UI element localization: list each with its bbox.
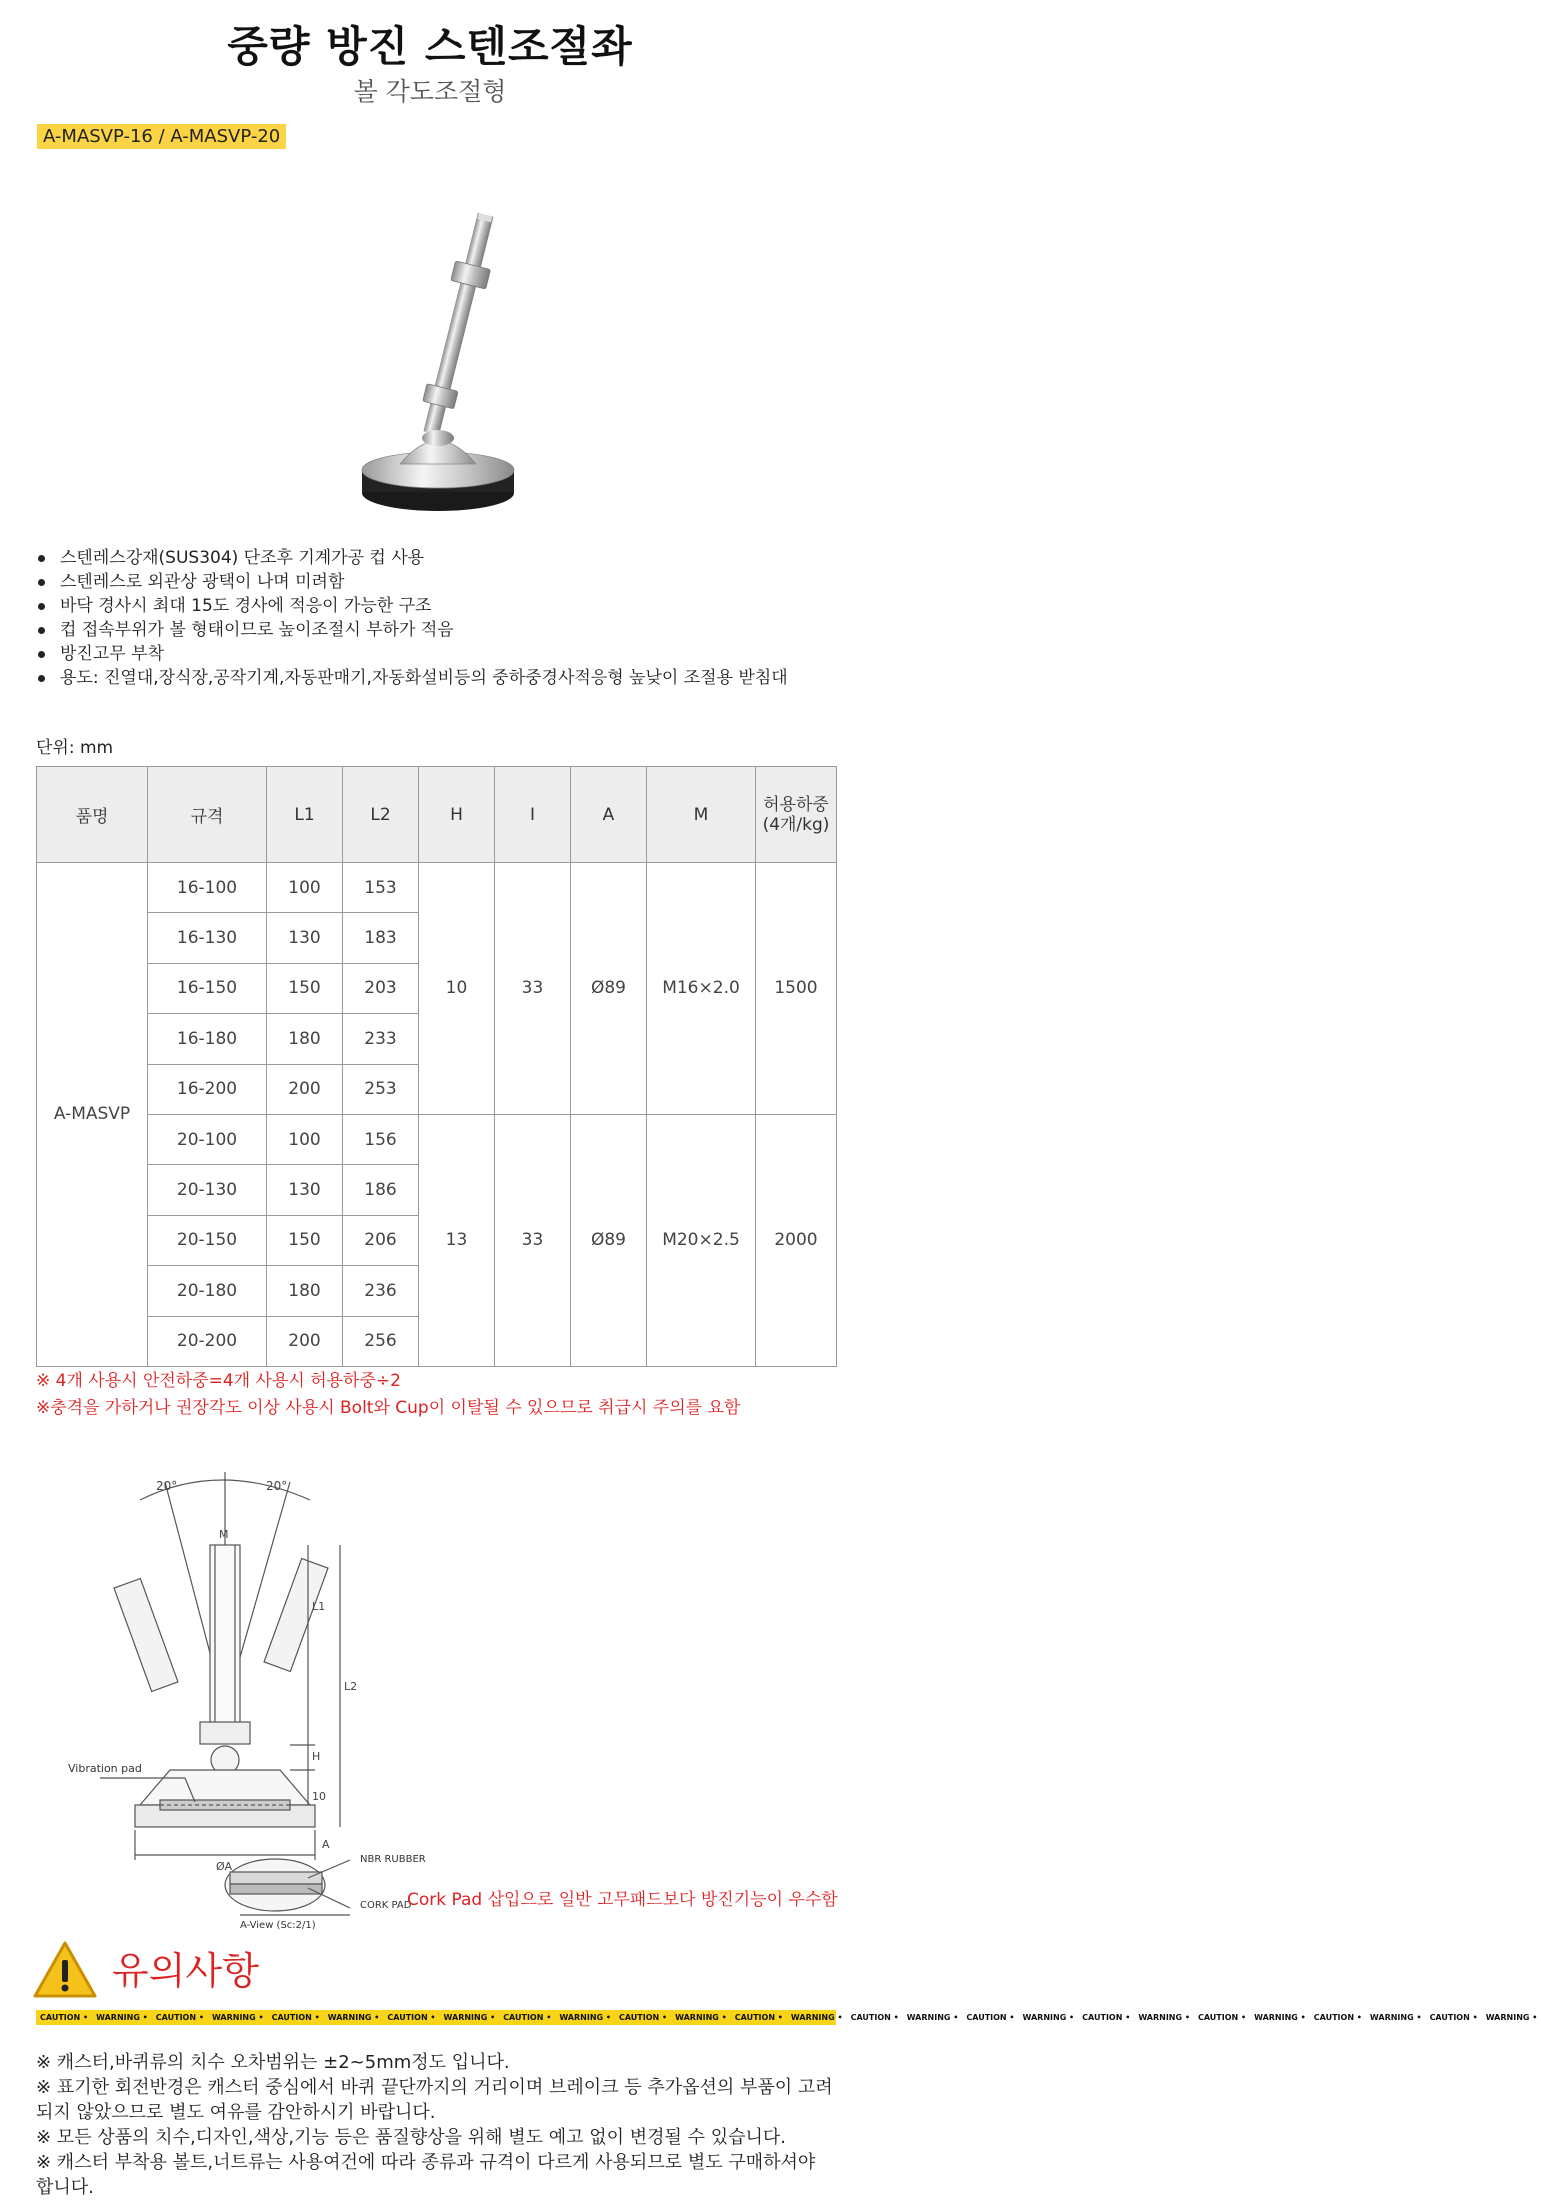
header-cell: 규격 xyxy=(148,767,267,863)
spec-cell: 16-130 xyxy=(148,913,267,963)
l2-cell: 236 xyxy=(343,1266,419,1316)
caution-strip-word: WARNING • xyxy=(790,2013,843,2022)
h-cell: 10 xyxy=(419,863,495,1115)
l1-cell: 100 xyxy=(267,863,343,913)
caution-strip-word: WARNING • xyxy=(1254,2013,1306,2022)
caution-strip-word: CAUTION • xyxy=(271,2013,320,2022)
caution-strip-word: CAUTION • xyxy=(734,2013,783,2022)
l1-cell: 180 xyxy=(267,1266,343,1316)
angle-right-label: 20° xyxy=(266,1479,288,1493)
header-cell: M xyxy=(647,767,756,863)
feature-item: 스텐레스강재(SUS304) 단조후 기계가공 컵 사용 xyxy=(36,546,788,570)
caution-strip-word: WARNING • xyxy=(1485,2013,1538,2022)
spec-cell: 16-180 xyxy=(148,1014,267,1064)
l2-cell: 256 xyxy=(343,1316,419,1366)
l2-cell: 206 xyxy=(343,1215,419,1265)
caution-strip-word: CAUTION • xyxy=(966,2013,1015,2022)
l2-cell: 183 xyxy=(343,913,419,963)
caution-notes xyxy=(36,2050,836,2200)
page-title: 중량 방진 스텐조절좌 xyxy=(227,22,633,71)
caution-icon xyxy=(32,1940,98,2000)
caution-strip-word: WARNING • xyxy=(675,2013,727,2022)
caution-strip-word: CAUTION • xyxy=(1082,2013,1131,2022)
header-cell: I xyxy=(495,767,571,863)
spec-cell: 20-150 xyxy=(148,1215,267,1265)
m-cell: M16×2.0 xyxy=(647,863,756,1115)
l2-cell: 156 xyxy=(343,1114,419,1164)
i-cell: 33 xyxy=(495,1114,571,1366)
l1-cell: 150 xyxy=(267,1215,343,1265)
i-cell: 33 xyxy=(495,863,571,1115)
h-cell: 13 xyxy=(419,1114,495,1366)
caution-strip-word: CAUTION • xyxy=(618,2013,668,2022)
cork-pad-caption: Cork Pad 삽입으로 일반 고무패드보다 방진기능이 우수함 xyxy=(407,1890,838,1910)
spec-cell: 16-150 xyxy=(148,963,267,1013)
caution-strip xyxy=(36,2010,1538,2025)
l1-label: L1 xyxy=(312,1600,326,1613)
l1-cell: 100 xyxy=(267,1114,343,1164)
caution-strip-word: CAUTION • xyxy=(1313,2013,1362,2022)
a-cell: Ø89 xyxy=(571,1114,647,1366)
l1-cell: 130 xyxy=(267,1165,343,1215)
spec-cell: 20-130 xyxy=(148,1165,267,1215)
caution-strip-word: WARNING • xyxy=(1022,2013,1075,2022)
l1-cell: 150 xyxy=(267,963,343,1013)
product-photo xyxy=(300,168,560,538)
a-view-mark-label: A xyxy=(322,1838,330,1851)
l1-cell: 200 xyxy=(267,1316,343,1366)
spec-cell: 20-100 xyxy=(148,1114,267,1164)
caution-strip-word: CAUTION • xyxy=(40,2013,89,2022)
table-row xyxy=(37,1114,837,1164)
l2-cell: 253 xyxy=(343,1064,419,1114)
feature-item: 스텐레스로 외관상 광택이 나며 미려함 xyxy=(36,570,788,594)
caution-strip-word: WARNING • xyxy=(1369,2013,1422,2022)
header-cell: L2 xyxy=(343,767,419,863)
caution-strip-word: WARNING • xyxy=(906,2013,959,2022)
cork-pad-label: CORK PAD xyxy=(360,1900,412,1911)
caution-line: ※ 캐스터 부착용 볼트,너트류는 사용여건에 따라 종류과 규격이 다르게 사용되므로 별도 구매하셔야 합니다. xyxy=(36,2152,816,2198)
table-row xyxy=(37,863,837,913)
header-cell: 품명 xyxy=(37,767,148,863)
caution-strip-word: CAUTION • xyxy=(387,2013,436,2022)
a-view-label: A-View (Sc:2/1) xyxy=(240,1920,316,1931)
l2-cell: 233 xyxy=(343,1014,419,1064)
l2-cell: 203 xyxy=(343,963,419,1013)
nbr-rubber-label: NBR RUBBER xyxy=(360,1854,426,1865)
caution-strip-word: WARNING • xyxy=(1138,2013,1190,2022)
caution-line: ※ 표기한 회전반경은 캐스터 중심에서 바퀴 끝단까지의 거리이며 브레이크 등 추가옵션의 부품이 고려되지 않았으므로 별도 여유를 감안하시기 바랍니다. xyxy=(36,2077,833,2123)
caution-strip-word: CAUTION • xyxy=(155,2013,204,2022)
header-cell: L1 xyxy=(267,767,343,863)
feature-item: 방진고무 부착 xyxy=(36,642,788,666)
caution-strip-word: CAUTION • xyxy=(1197,2013,1247,2022)
table-header-row xyxy=(37,767,837,863)
l1-cell: 130 xyxy=(267,913,343,963)
caution-title: 유의사항 xyxy=(112,1949,259,1993)
caution-strip-word: WARNING • xyxy=(211,2013,264,2022)
ten-label: 10 xyxy=(312,1790,326,1803)
caution-strip-word: WARNING • xyxy=(96,2013,148,2022)
feature-item: 컵 접속부위가 볼 형태이므로 높이조절시 부하가 적음 xyxy=(36,618,788,642)
header-cell: H xyxy=(419,767,495,863)
l1-cell: 200 xyxy=(267,1064,343,1114)
header-cell: 허용하중 (4개/kg) xyxy=(756,767,837,863)
header-cell: A xyxy=(571,767,647,863)
feature-item: 바닥 경사시 최대 15도 경사에 적응이 가능한 구조 xyxy=(36,594,788,618)
m-label: M xyxy=(219,1528,229,1541)
a-cell: Ø89 xyxy=(571,863,647,1115)
feature-item: 용도: 진열대,장식장,공작기계,자동판매기,자동화설비등의 중하중경사적응형 높낮이 조절용 받침대 xyxy=(36,666,788,690)
page-subtitle: 볼 각도조절형 xyxy=(353,77,507,106)
caution-line: ※ 모든 상품의 치수,디자인,색상,기능 등은 품질향상을 위해 별도 예고 없이 변경될 수 있습니다. xyxy=(36,2127,786,2148)
load-cell: 1500 xyxy=(756,863,837,1115)
technical-drawing xyxy=(60,1460,640,1930)
caution-strip-word: CAUTION • xyxy=(1429,2013,1478,2022)
feature-list xyxy=(36,546,788,690)
safety-note: ※ 4개 사용시 안전하중=4개 사용시 허용하중÷2 xyxy=(36,1371,401,1391)
angle-left-label: 20° xyxy=(156,1479,178,1493)
load-cell: 2000 xyxy=(756,1114,837,1366)
spec-cell: 16-100 xyxy=(148,863,267,913)
a-dim-label: ØA xyxy=(216,1860,233,1873)
model-tag: A-MASVP-16 / A-MASVP-20 xyxy=(37,124,286,149)
spec-cell: 16-200 xyxy=(148,1064,267,1114)
spec-cell: 20-200 xyxy=(148,1316,267,1366)
unit-label: 단위: mm xyxy=(36,738,114,758)
l2-label: L2 xyxy=(344,1680,358,1693)
caution-strip-word: CAUTION • xyxy=(850,2013,899,2022)
caution-line: ※ 캐스터,바퀴류의 치수 오차범위는 ±2~5mm정도 입니다. xyxy=(36,2052,510,2073)
m-cell: M20×2.5 xyxy=(647,1114,756,1366)
caution-strip-word: WARNING • xyxy=(443,2013,496,2022)
caution-strip-word: CAUTION • xyxy=(503,2013,552,2022)
spec-cell: 20-180 xyxy=(148,1266,267,1316)
l2-cell: 186 xyxy=(343,1165,419,1215)
product-name-cell: A-MASVP xyxy=(37,863,148,1367)
l2-cell: 153 xyxy=(343,863,419,913)
vibration-pad-label: Vibration pad xyxy=(68,1762,142,1775)
spec-table xyxy=(36,766,837,1367)
caution-strip-word: WARNING • xyxy=(327,2013,380,2022)
l1-cell: 180 xyxy=(267,1014,343,1064)
h-label: H xyxy=(312,1750,321,1763)
caution-strip-word: WARNING • xyxy=(559,2013,611,2022)
warning-note: ※충격을 가하거나 권장각도 이상 사용시 Bolt와 Cup이 이탈될 수 있으므로 취급시 주의를 요함 xyxy=(36,1398,741,1418)
